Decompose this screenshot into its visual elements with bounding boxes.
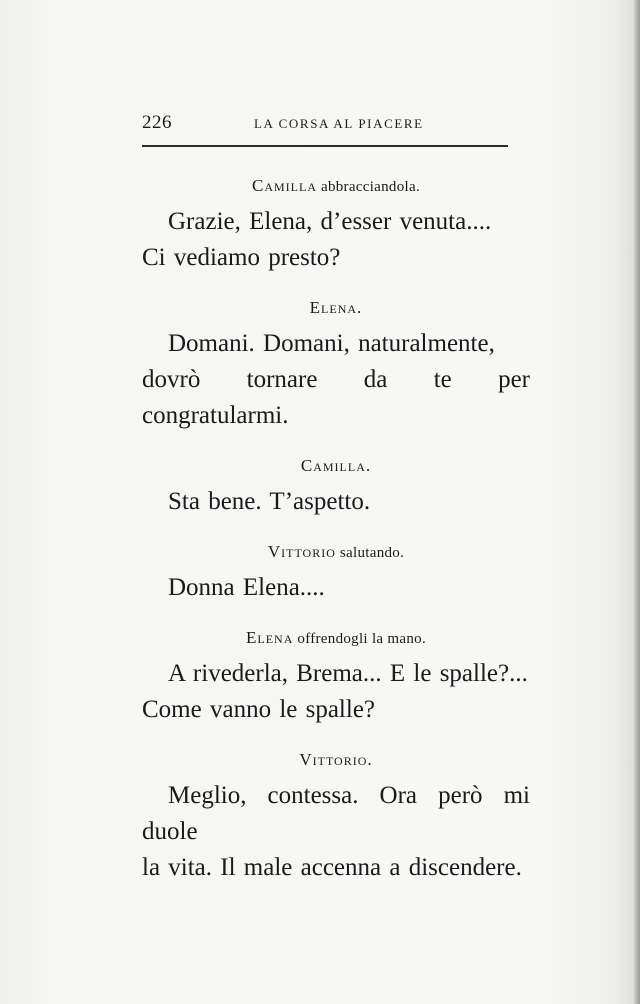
speech-line: A rivederla, Brema... E le spalle?...: [168, 660, 528, 687]
page-edge-shadow: [634, 0, 640, 1004]
speech: [142, 204, 530, 276]
speech-line: Domani. Domani, naturalmente,: [168, 330, 495, 357]
speech-line: Grazie, Elena, d’esser venuta....: [168, 208, 492, 235]
speech: [142, 326, 530, 434]
speaker-line: [142, 534, 530, 570]
speech: [142, 484, 530, 520]
speech: [142, 778, 530, 886]
speaker-name: Vittorio.: [299, 750, 373, 769]
speaker-name: Camilla: [251, 176, 317, 195]
speaker-line: [142, 168, 530, 204]
running-title: LA CORSA AL PIACERE: [254, 116, 424, 131]
speech: [142, 656, 530, 728]
speaker-line: [142, 448, 530, 484]
speech-line: Come vanno le spalle?: [142, 696, 376, 723]
running-head: [142, 112, 526, 138]
stage-direction: salutando.: [339, 545, 405, 561]
speech-line: dovrò tornare da te per congratularmi.: [142, 366, 530, 429]
speech-line: Meglio, contessa. Ora però mi duole: [142, 782, 530, 845]
page-number: 226: [142, 112, 172, 133]
speaker-line: [142, 620, 530, 656]
speaker-name: Camilla.: [300, 456, 372, 475]
dialogue-content: [142, 168, 530, 886]
stage-direction: offrendogli la mano.: [297, 631, 426, 647]
speaker-name: Elena: [246, 628, 294, 647]
speech-line: Ci vediamo presto?: [142, 244, 341, 271]
speech-line: Donna Elena....: [168, 574, 325, 601]
speech: [142, 570, 530, 606]
speech-line: la vita. Il male accenna a discendere.: [142, 854, 522, 881]
speaker-line: [142, 742, 530, 778]
speaker-line: [142, 290, 530, 326]
speaker-name: Elena.: [309, 298, 363, 317]
stage-direction: abbracciandola.: [320, 179, 421, 195]
speech-line: Sta bene. T’aspetto.: [168, 488, 371, 515]
header-rule: [142, 145, 508, 147]
speaker-name: Vittorio: [267, 542, 336, 561]
